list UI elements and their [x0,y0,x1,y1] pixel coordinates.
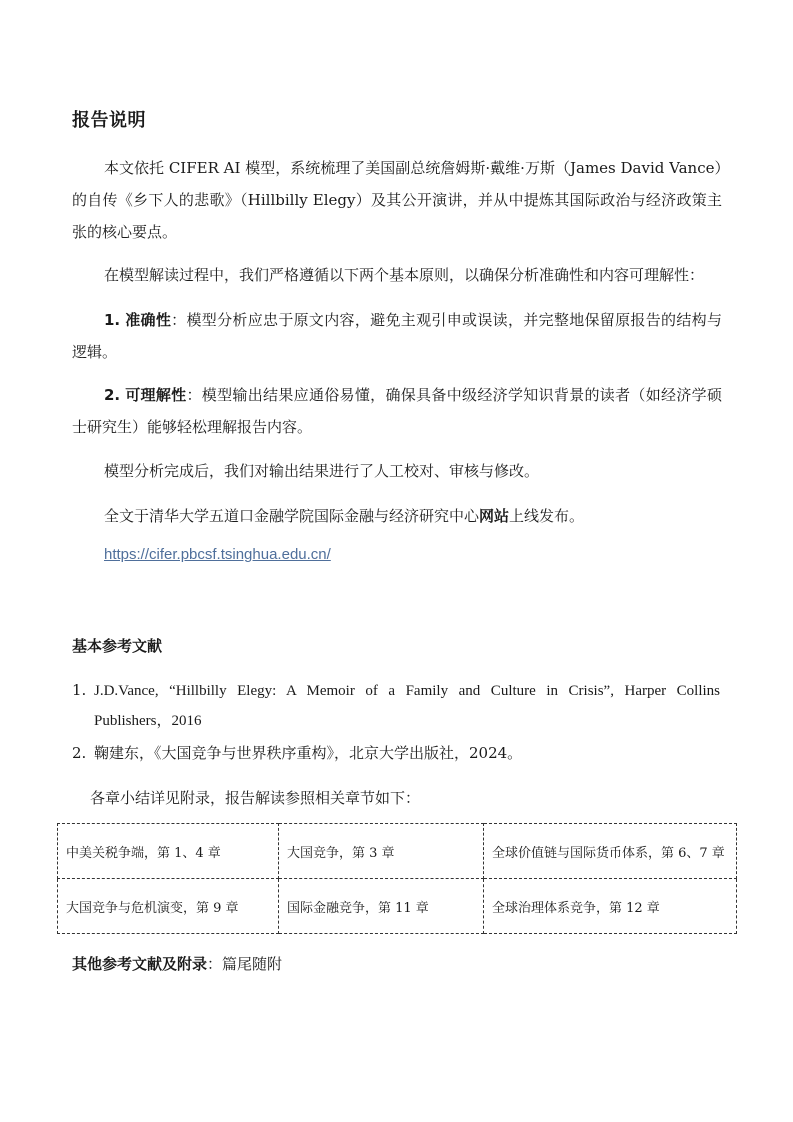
reference-number: 1. [72,681,87,699]
reference-item [72,738,722,768]
reference-text: 鞠建东，《大国竞争与世界秩序重构》，北京大学出版社，2024。 [94,744,523,762]
review-paragraph: 模型分析完成后，我们对输出结果进行了人工校对、审核与修改。 [104,462,540,480]
appendix-note [72,952,282,976]
table-cell: 中美关税争端，第 1、4 章 [58,824,279,879]
publish-text-end: 上线发布。 [509,507,585,525]
principle-text: ：模型输出结果应通俗易懂，确保具备中级经济学知识背景的读者（如经济学硕士研究生）能够轻松理解报告内容。 [72,386,722,436]
principle-accuracy [72,304,722,368]
principle-label: 准确性 [125,311,172,329]
publish-text: 全文于清华大学五道口金融学院国际金融与经济研究中心 [104,507,480,525]
table-row [58,824,737,879]
intro-paragraph: 本文依托 CIFER AI 模型，系统梳理了美国副总统詹姆斯·戴维·万斯（James David Vance）的自传《乡下人的悲歌》（Hillbilly Elegy）及其公开演讲，并从中提炼其国际政治与经济政策主张的核心要点。 [72,159,722,241]
appendix-label: 其他参考文献及附录 [72,955,208,973]
chapter-note: 各章小结详见附录，报告解读参照相关章节如下： [90,789,421,807]
publish-paragraph [72,500,722,532]
page-title: 报告说明 [72,110,146,131]
table-cell: 大国竞争，第 3 章 [279,824,484,879]
principle-number: 1. [104,311,121,329]
references-title: 基本参考文献 [72,637,163,655]
principle-label: 可理解性 [125,386,187,404]
website-label: 网站 [479,507,510,525]
principles-intro: 在模型解读过程中，我们严格遵循以下两个基本原则，以确保分析准确性和内容可理解性： [104,266,705,284]
chapter-table [57,823,737,934]
table-cell: 全球价值链与国际货币体系，第 6、7 章 [484,824,737,879]
reference-item [72,675,722,736]
table-row [58,879,737,934]
table-cell: 大国竞争与危机演变，第 9 章 [58,879,279,934]
table-cell: 全球治理体系竞争，第 12 章 [484,879,737,934]
reference-text: J.D.Vance, “Hillbilly Elegy: A Memoir of a Family and Culture in Crisis”, Harper Collins [94,683,720,699]
table-cell: 国际金融竞争，第 11 章 [279,879,484,934]
principle-understandability [72,379,722,443]
reference-text-continued: Publishers，2016 [94,713,202,729]
reference-number: 2. [72,744,87,762]
appendix-text: ：篇尾随附 [207,955,283,973]
principle-number: 2. [104,386,121,404]
website-link[interactable]: https://cifer.pbcsf.tsinghua.edu.cn/ [104,546,331,563]
principle-text: ：模型分析应忠于原文内容，避免主观引申或误读，并完整地保留原报告的结构与逻辑。 [72,311,722,361]
